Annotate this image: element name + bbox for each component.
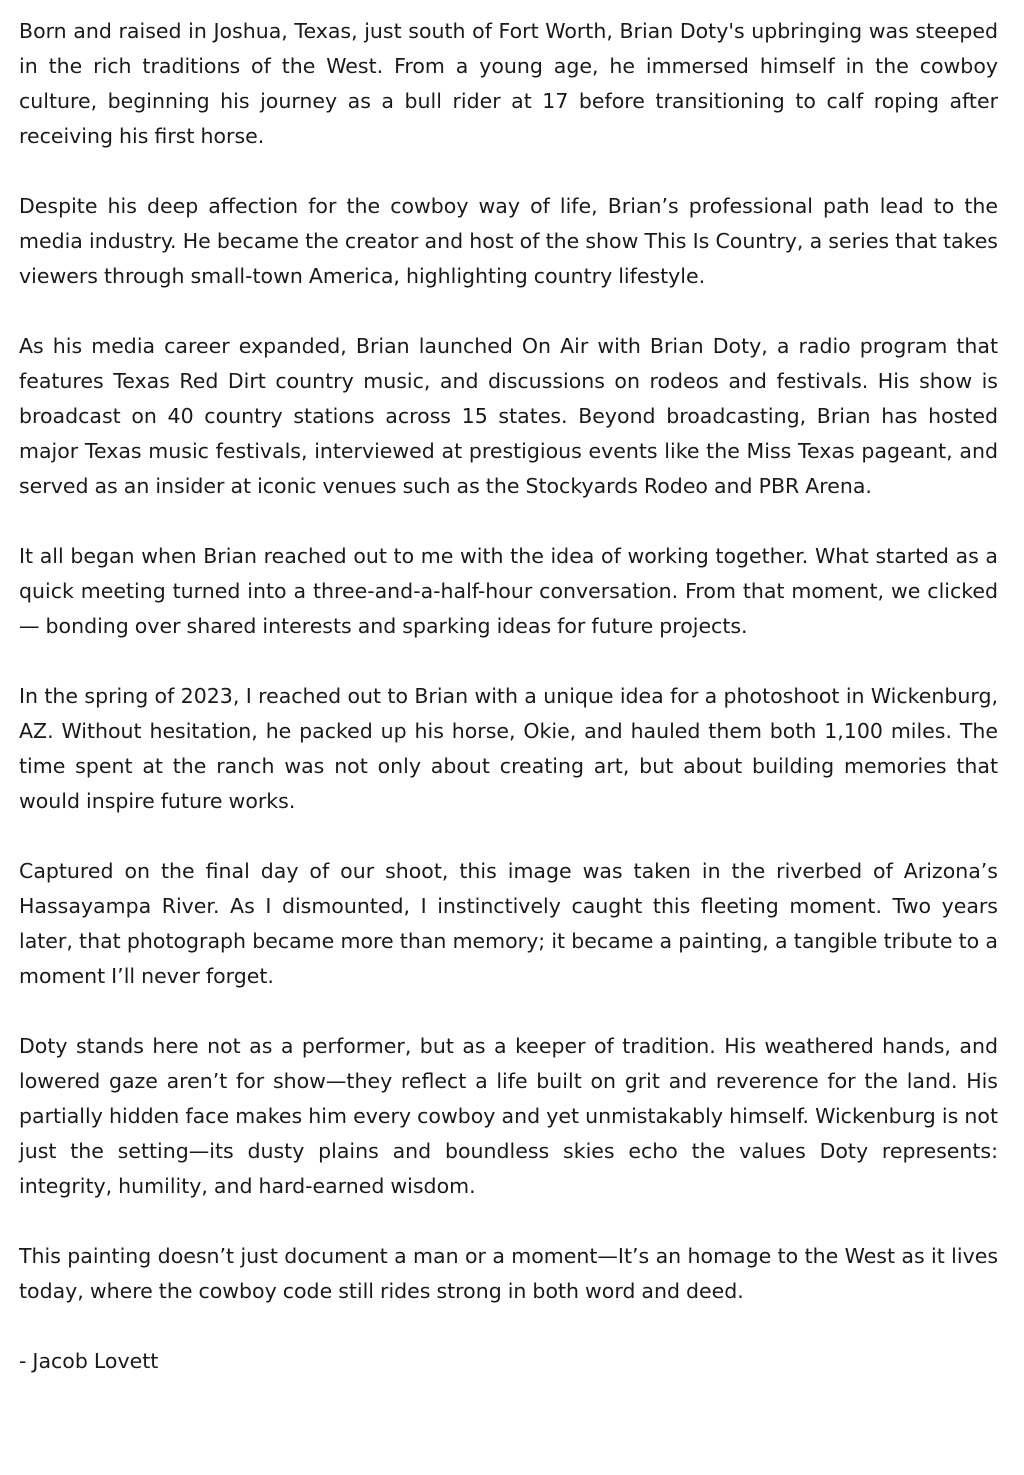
article-body <box>19 14 998 1379</box>
paragraph-captured-moment: Captured on the final day of our shoot, this image was taken in the riverbed of Arizona’s Hassayampa River. As I dismounted, I instinctively caught this fleeting moment. Two years later, that photograph became more than memory; it became a painting, a tangible tribute to a moment I’ll never forget. <box>19 859 998 988</box>
paragraph-homage: This painting doesn’t just document a man or a moment—It’s an homage to the West as it lives today, where the cowboy code still rides strong in both word and deed. <box>19 1244 998 1303</box>
paragraph-media-career: Despite his deep affection for the cowboy way of life, Brian’s professional path lead to the media industry. He became the creator and host of the show This Is Country, a series that takes viewers through small-town America, highlighting country lifestyle. <box>19 194 998 288</box>
paragraph-keeper-of-tradition: Doty stands here not as a performer, but as a keeper of tradition. His weathered hands, and lowered gaze aren’t for show—they reflect a life built on grit and reverence for the land. His partially hidden face makes him every cowboy and yet unmistakably himself. Wickenburg is not just the setting—its dusty plains and boundless skies echo the values Doty represents: integrity, humility, and hard-earned wisdom. <box>19 1034 998 1198</box>
paragraph-photoshoot: In the spring of 2023, I reached out to Brian with a unique idea for a photoshoot in Wickenburg, AZ. Without hesitation, he packed up his horse, Okie, and hauled them both 1,100 miles. The time spent at the ranch was not only about creating art, but about building memories that would inspire future works. <box>19 684 998 813</box>
paragraph-upbringing: Born and raised in Joshua, Texas, just south of Fort Worth, Brian Doty's upbringing was steeped in the rich traditions of the West. From a young age, he immersed himself in the cowboy culture, beginning his journey as a bull rider at 17 before transitioning to calf roping after receiving his first horse. <box>19 19 998 148</box>
paragraph-radio-program: As his media career expanded, Brian launched On Air with Brian Doty, a radio program that features Texas Red Dirt country music, and discussions on rodeos and festivals. His show is broadcast on 40 country stations across 15 states. Beyond broadcasting, Brian has hosted major Texas music festivals, interviewed at prestigious events like the Miss Texas pageant, and served as an insider at iconic venues such as the Stockyards Rodeo and PBR Arena. <box>19 334 998 498</box>
paragraph-first-meeting: It all began when Brian reached out to me with the idea of working together. What started as a quick meeting turned into a three-and-a-half-hour conversation. From that moment, we clicked — bonding over shared interests and sparking ideas for future projects. <box>19 544 998 638</box>
author-signature: - Jacob Lovett <box>19 1349 159 1373</box>
